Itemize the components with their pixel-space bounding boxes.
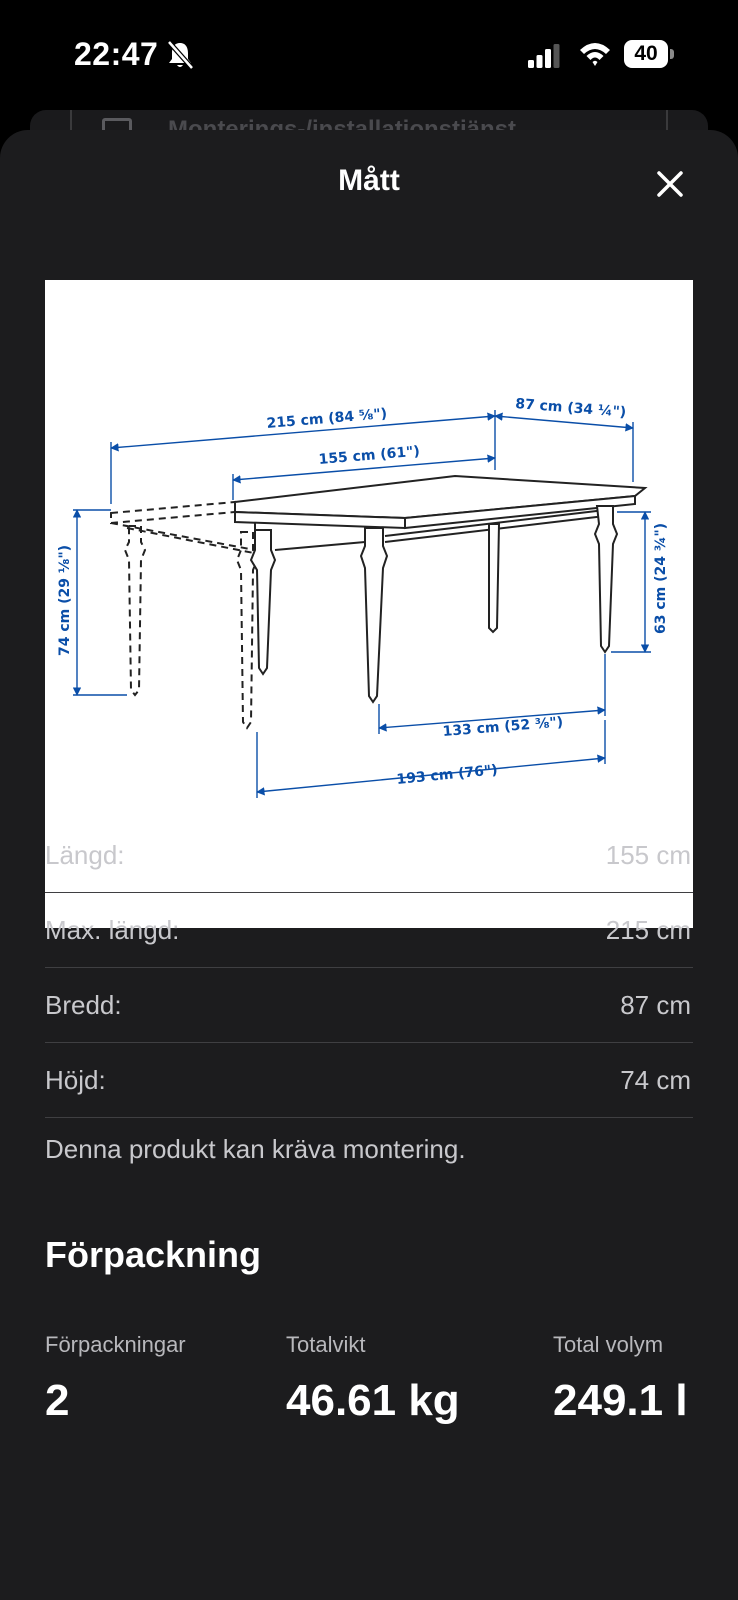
cellular-signal-icon — [528, 44, 560, 68]
package-count-value: 2 — [45, 1376, 70, 1425]
total-weight — [286, 1332, 460, 1426]
status-time: 22:47 — [74, 36, 159, 72]
spec-label: Bredd: — [45, 990, 122, 1020]
spec-label: Max. längd: — [45, 915, 180, 945]
dim-height: 74 cm (29 ⅛") — [57, 544, 73, 656]
spec-value: 215 cm — [605, 915, 691, 945]
spec-value: 87 cm — [620, 990, 691, 1020]
spec-value: 155 cm — [605, 840, 691, 870]
spec-row-height — [45, 1043, 693, 1118]
dim-extended-leg-span: 193 cm (76") — [395, 762, 499, 788]
dim-max-length: 215 cm (84 ⅝") — [265, 405, 388, 432]
package-count-label: Förpackningar — [45, 1332, 186, 1357]
spec-label: Höjd: — [45, 1065, 106, 1095]
spec-row-width — [45, 968, 693, 1043]
spec-table — [45, 818, 693, 1118]
status-bar — [0, 0, 738, 110]
package-count — [45, 1332, 186, 1426]
close-icon — [648, 162, 692, 206]
spec-value: 74 cm — [620, 1065, 691, 1095]
close-button[interactable] — [648, 162, 692, 206]
dim-length: 155 cm (61") — [317, 443, 421, 468]
battery-level: 40 — [624, 40, 668, 68]
total-weight-label: Totalvikt — [286, 1332, 366, 1357]
total-volume-value: 249.1 l — [553, 1376, 688, 1425]
dim-leg-span: 133 cm (52 ⅜") — [442, 714, 564, 740]
total-weight-value: 46.61 kg — [286, 1376, 460, 1425]
bell-slash-icon — [166, 40, 194, 70]
spec-row-length — [45, 818, 693, 893]
sheet-title: Mått — [338, 164, 400, 197]
battery-tip — [670, 49, 674, 59]
total-volume-label: Total volym — [553, 1332, 664, 1357]
wifi-icon — [578, 40, 612, 68]
total-volume — [553, 1332, 688, 1426]
battery-icon — [624, 40, 676, 68]
dim-depth: 87 cm (34 ¼") — [514, 396, 627, 421]
packaging-heading: Förpackning — [45, 1234, 262, 1275]
spec-label: Längd: — [45, 840, 125, 870]
dim-clearance: 63 cm (24 ¾") — [653, 522, 669, 634]
spec-row-max-length — [45, 893, 693, 968]
assembly-note: Denna produkt kan kräva montering. — [45, 1134, 466, 1164]
